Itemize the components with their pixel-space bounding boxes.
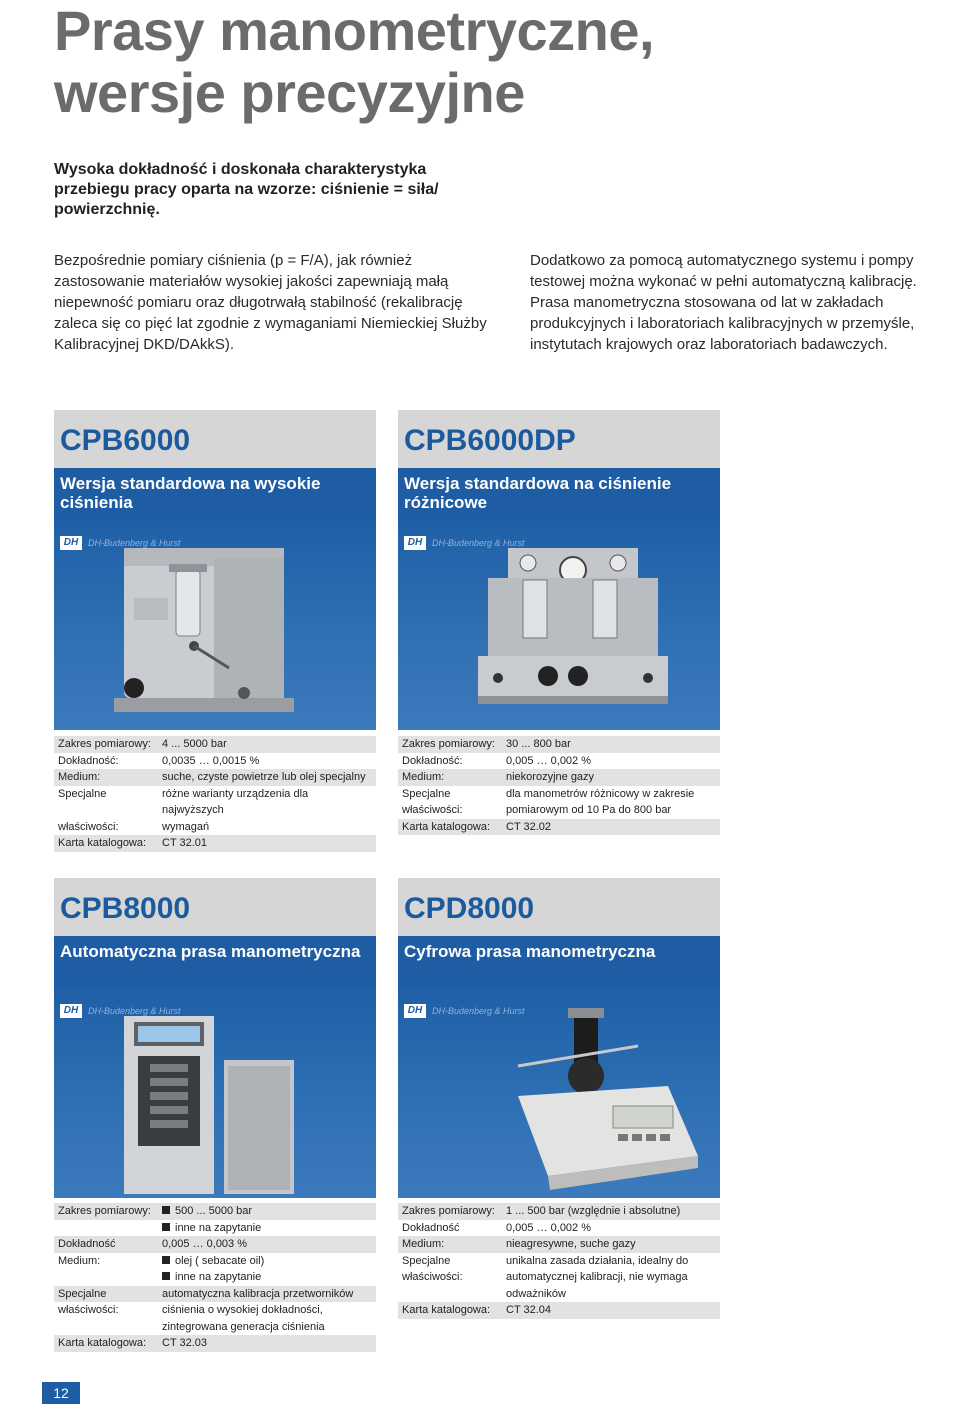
product-header	[54, 410, 376, 468]
intro-paragraph-left: Bezpośrednie pomiary ciśnienia (p = F/A), jak również zastosowanie materiałów wysokiej jakości zapewniają małą niepewność pomiaru oraz długotrwałą stabilność (rekalibrację zaleca się co pięć lat zgodnie z wymaganiami Niemieckiej Służby Kalibracyjnej DKD/DAkkS).	[54, 252, 487, 353]
spec-table-cpb6000dp	[398, 736, 720, 835]
bullet-icon	[162, 1223, 170, 1231]
lead-text: Wysoka dokładność i doskonała charakterystyka przebiegu pracy oparta na wzorze: ciśnienie = siła/ powierzchnię.	[54, 161, 439, 218]
spec-key: właściwości:	[402, 804, 463, 816]
spec-key: Karta katalogowa:	[402, 1304, 491, 1316]
spec-key: Dokładność:	[58, 754, 119, 767]
product-card-cpb6000	[54, 410, 376, 730]
spec-row	[398, 1302, 720, 1319]
spec-row	[398, 819, 720, 836]
spec-value: CT 32.01	[162, 837, 208, 849]
spec-key: Karta katalogowa:	[58, 1337, 147, 1349]
spec-value: CT 32.02	[506, 820, 552, 833]
spec-row	[398, 786, 720, 803]
spec-value: automatyczna kalibracja przetworników	[162, 1287, 354, 1300]
spec-key: Specjalne	[402, 1254, 451, 1267]
spec-value-text: inne na zapytanie	[175, 1221, 262, 1234]
spec-value: ciśnienia o wysokiej dokładności,	[162, 1304, 323, 1316]
spec-value: 0,0035 … 0,0015 %	[162, 754, 260, 767]
spec-value: 0,005 … 0,002 %	[506, 1221, 592, 1234]
spec-value: 0,005 … 0,003 %	[162, 1238, 248, 1250]
spec-row	[54, 1253, 376, 1270]
spec-table-cpb8000	[54, 1203, 376, 1352]
spec-value: 4 ... 5000 bar	[162, 738, 227, 750]
spec-row	[398, 1269, 720, 1286]
product-code: CPB8000	[60, 892, 191, 925]
dh-logo	[404, 536, 525, 550]
spec-key: Medium:	[58, 1254, 101, 1267]
spec-value	[162, 1220, 372, 1237]
product-photo	[398, 518, 720, 730]
dh-logo-text: DH-Budenberg & Hurst	[88, 538, 181, 548]
spec-row	[54, 1286, 376, 1303]
dh-logo-text: DH-Budenberg & Hurst	[432, 1006, 525, 1016]
spec-key: Karta katalogowa:	[58, 837, 147, 849]
product-card-cpb6000dp	[398, 410, 720, 730]
spec-row	[398, 802, 720, 819]
product-header	[398, 410, 720, 468]
dh-logo	[60, 536, 181, 550]
spec-key: Zakres pomiarowy:	[402, 1205, 495, 1217]
spec-value: nieagresywne, suche gazy	[506, 1238, 636, 1250]
dh-logo	[404, 1004, 525, 1018]
spec-key	[58, 1220, 162, 1237]
spec-key: właściwości:	[58, 1304, 119, 1316]
spec-row	[398, 769, 720, 786]
spec-value	[162, 1203, 372, 1220]
spec-value	[162, 1269, 372, 1286]
page-number: 12	[42, 1382, 80, 1404]
product-photo	[54, 518, 376, 730]
spec-key: Medium:	[58, 771, 101, 783]
spec-value: 0,005 … 0,002 %	[506, 754, 592, 767]
spec-value: 1 ... 500 bar (względnie i absolutne)	[506, 1205, 681, 1217]
product-card-cpd8000	[398, 878, 720, 1198]
spec-value: automatycznej kalibracji, nie wymaga	[506, 1271, 688, 1283]
spec-value: niekorozyjne gazy	[506, 771, 595, 783]
spec-table-cpd8000	[398, 1203, 720, 1319]
spec-row	[54, 736, 376, 753]
spec-value-text: inne na zapytanie	[175, 1271, 262, 1283]
spec-row	[398, 736, 720, 753]
spec-value: 30 ... 800 bar	[506, 738, 571, 750]
product-photo	[54, 986, 376, 1198]
spec-value: unikalna zasada działania, idealny do	[506, 1254, 689, 1267]
product-card-cpb8000	[54, 878, 376, 1198]
product-code: CPB6000	[60, 424, 191, 457]
spec-key	[58, 1319, 162, 1336]
dh-logo-mark: DH	[404, 1004, 426, 1018]
spec-row	[54, 1220, 376, 1237]
spec-row	[54, 1269, 376, 1286]
spec-key: Medium:	[402, 1238, 445, 1250]
spec-value: różne warianty urządzenia dla najwyższych	[162, 787, 309, 816]
bullet-icon	[162, 1256, 170, 1264]
spec-key: Specjalne	[58, 787, 107, 800]
title-line-2: wersje precyzyjne	[54, 61, 525, 124]
dh-logo-text: DH-Budenberg & Hurst	[432, 538, 525, 548]
spec-key: Zakres pomiarowy:	[402, 738, 495, 750]
spec-value: CT 32.04	[506, 1304, 552, 1316]
spec-value-text: olej ( sebacate oil)	[175, 1254, 265, 1267]
spec-row	[54, 1335, 376, 1352]
spec-value: suche, czyste powietrze lub olej specjalny	[162, 771, 366, 783]
spec-table-cpb6000	[54, 736, 376, 852]
spec-value: pomiarowym od 10 Pa do 800 bar	[506, 804, 672, 816]
spec-row	[398, 1220, 720, 1237]
spec-value: odważników	[506, 1287, 566, 1300]
spec-key: Dokładność:	[402, 754, 463, 767]
dh-logo-mark: DH	[404, 536, 426, 550]
spec-key: Zakres pomiarowy:	[58, 738, 151, 750]
page-title	[54, 0, 654, 124]
spec-row	[54, 769, 376, 786]
product-subtitle: Automatyczna prasa manometryczna	[54, 936, 376, 986]
spec-row	[54, 1236, 376, 1253]
spec-row	[398, 753, 720, 770]
spec-key: Specjalne	[402, 787, 451, 800]
intro-paragraph-right: Dodatkowo za pomocą automatycznego systemu i pompy testowej można wykonać w pełni automatyczną kalibrację. Prasa manometryczna stosowana od lat w zakładach produkcyjnych i laboratoriach kalibracyjnych w przemyśle, instytutach krajowych oraz laboratoriach badawczych.	[530, 252, 917, 353]
spec-row	[54, 786, 376, 819]
spec-value	[162, 1253, 372, 1270]
spec-value: dla manometrów różnicowy w zakresie	[506, 787, 695, 800]
spec-key: Specjalne	[58, 1287, 107, 1300]
spec-row	[54, 1319, 376, 1336]
spec-row	[398, 1203, 720, 1220]
spec-value: CT 32.03	[162, 1337, 208, 1349]
product-subtitle: Cyfrowa prasa manometryczna	[398, 936, 720, 986]
spec-row	[398, 1286, 720, 1303]
spec-key: Dokładność	[402, 1221, 460, 1234]
spec-key	[402, 1286, 506, 1303]
dh-logo	[60, 1004, 181, 1018]
spec-row	[54, 1302, 376, 1319]
spec-value: wymagań	[162, 820, 210, 833]
product-subtitle: Wersja standardowa na ciśnienie różnicowe	[398, 468, 720, 518]
spec-row	[398, 1253, 720, 1270]
spec-row	[54, 753, 376, 770]
product-subtitle: Wersja standardowa na wysokie ciśnienia	[54, 468, 376, 518]
product-header	[398, 878, 720, 936]
spec-row	[398, 1236, 720, 1253]
spec-key: Karta katalogowa:	[402, 820, 491, 833]
dh-logo-text: DH-Budenberg & Hurst	[88, 1006, 181, 1016]
spec-value: zintegrowana generacja ciśnienia	[162, 1320, 325, 1333]
dh-logo-mark: DH	[60, 1004, 82, 1018]
spec-key	[58, 1269, 162, 1286]
spec-value-text: 500 ... 5000 bar	[175, 1205, 253, 1217]
spec-key: właściwości:	[402, 1271, 463, 1283]
spec-row	[54, 835, 376, 852]
spec-key: właściwości:	[58, 820, 119, 833]
spec-key: Medium:	[402, 771, 445, 783]
bullet-icon	[162, 1206, 170, 1214]
product-photo	[398, 986, 720, 1198]
product-code: CPB6000DP	[404, 424, 576, 457]
product-code: CPD8000	[404, 892, 535, 925]
spec-row	[54, 819, 376, 836]
product-header	[54, 878, 376, 936]
spec-key: Zakres pomiarowy:	[58, 1205, 151, 1217]
spec-row	[54, 1203, 376, 1220]
title-line-1: Prasy manometryczne,	[54, 0, 655, 62]
spec-key: Dokładność	[58, 1238, 116, 1250]
dh-logo-mark: DH	[60, 536, 82, 550]
bullet-icon	[162, 1272, 170, 1280]
